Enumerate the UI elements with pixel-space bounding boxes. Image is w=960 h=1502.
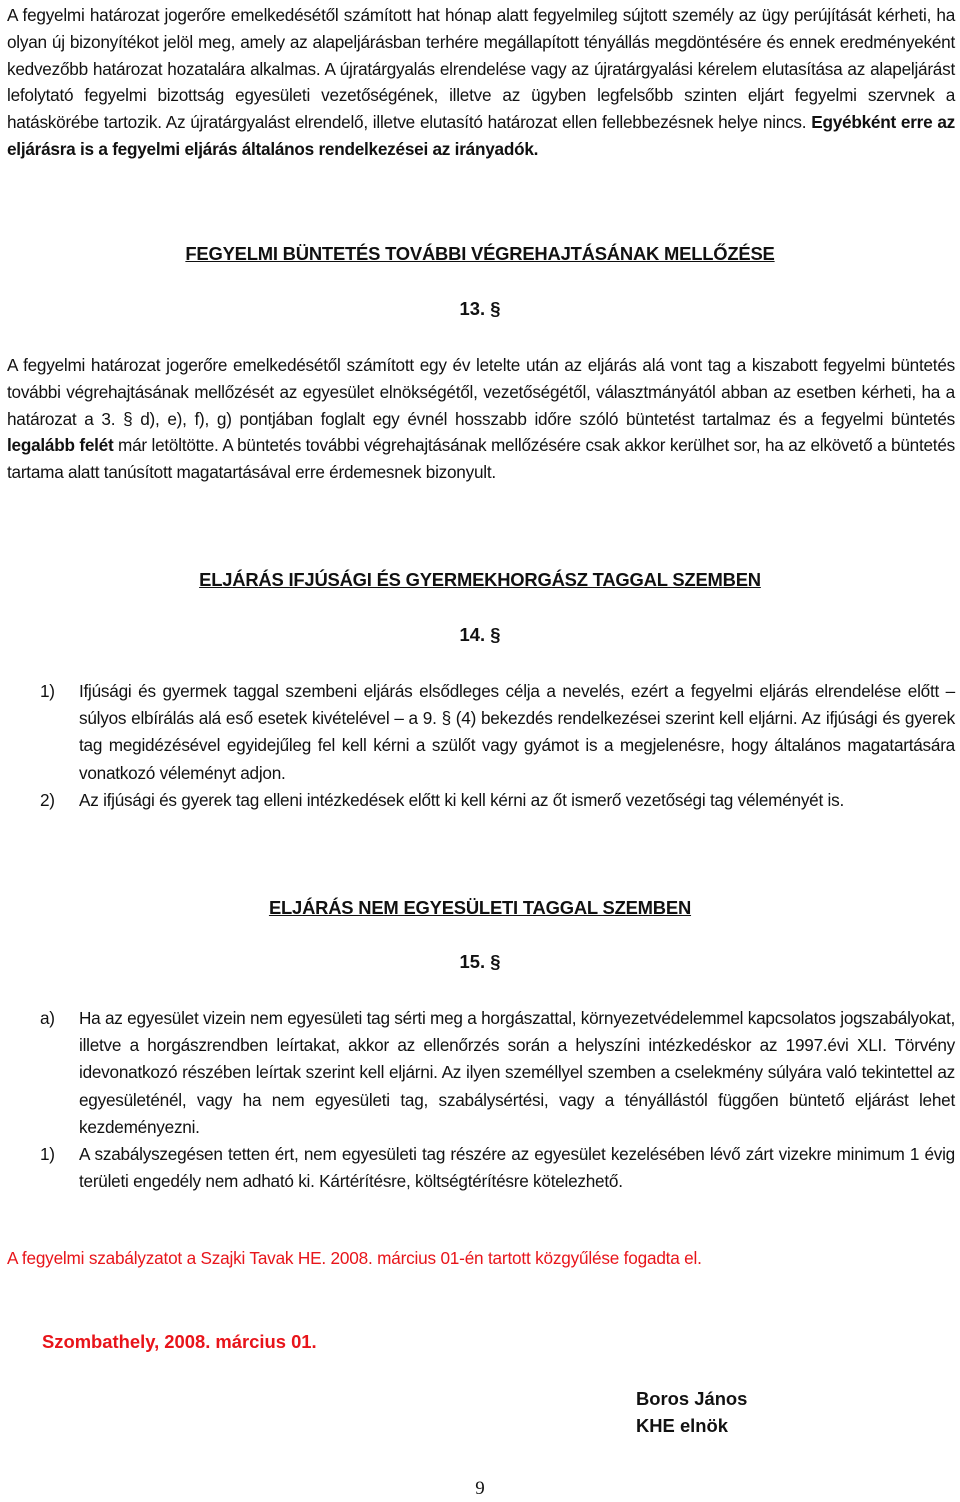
intro-text: A fegyelmi határozat jogerőre emelkedésétől számított hat hónap alatt fegyelmileg sújtott személy az ügy perújítását kérheti, ha olyan új bizonyítékot jelöl meg, amely az alapeljárásban terhére megállapított tényállás megdöntésére és ennek eredményeként kedvezőbb határozat hozatalára alkalmas. A újratárgyalás elrendelése vagy az újratárgyalási kérelem elutasítása az alapeljárást lefolytató fegyelmi bizottság egyesületi vezetőségének, illetve az ügyben legfelsőbb szinten eljárt fegyelmi szervnek a hatáskörébe tartozik. Az újratárgyalást elrendelő, illetve elutasító határozat ellen fellebbezésnek helye nincs. [7,5,955,133]
list-item-marker: 1) [40,681,55,701]
intro-paragraph [7,2,955,163]
section-14-number: 14. § [459,624,501,645]
section-15-heading: ELJÁRÁS NEM EGYESÜLETI TAGGAL SZEMBEN [268,897,692,918]
list-item-marker: 2) [40,789,55,810]
section-13-number: 13. § [459,298,501,319]
signature-block [636,1385,747,1439]
section-13-bold-text: legalább felét [7,435,114,456]
section-13-text-2: már letöltötte. A büntetés további végrehajtásának mellőzésére csak akkor kerülhet sor, ha az elkövető a büntetés tartama alatt tanúsított magatartásával erre érdemesnek bizonyult. [7,435,955,483]
place-and-date: Szombathely, 2008. március 01. [42,1331,317,1352]
list-item [7,1005,955,1141]
section-15-number: 15. § [459,951,501,972]
section-13-text-1: A fegyelmi határozat jogerőre emelkedésétől számított egy év letelte után az eljárás alá vont tag a kiszabott fegyelmi büntetés további végrehajtásának mellőzését az egyesület elnökségétől, vezetőségétől, választmányától abban az esetben kérheti, ha a határozat a 3. § d), e), f), g) pontjában foglalt egy évnél hosszabb időre szóló büntetést tartalmaz és a fegyelmi büntetés [7,355,955,429]
section-13-paragraph [7,352,955,486]
signer-name: Boros János [636,1388,748,1409]
signer-title: KHE elnök [636,1415,728,1436]
list-item [7,787,955,814]
section-14-list [7,678,955,814]
section-13-heading: FEGYELMI BÜNTETÉS TOVÁBBI VÉGREHAJTÁSÁNAK MELLŐZÉSE [185,243,775,264]
intro-bold-text: Egyébként erre az eljárásra is a fegyelmi eljárás általános rendelkezései az irányadók. [7,112,955,159]
list-item-marker: 1) [40,1144,55,1165]
list-item-text: Ha az egyesület vizein nem egyesületi tag sérti meg a horgászattal, környezetvédelemmel kapcsolatos jogszabályokat, illetve a horgászrendben leírtakat, akkor az ellenőrzés során a helyszíni intézkedéskor az 1997.évi XLI. Törvény idevonatkozó részében leírtak szerint kell eljárni. Az ilyen személlyel szemben a cselekmény súlyára való tekintettel az egyesületénél, vagy ha nem egyesületi tag, szabálysértési, vagy a tényállástól függően büntető eljárást lehet kezdeményezni. [79,1008,955,1137]
list-item-text: A szabályszegésen tetten ért, nem egyesületi tag részére az egyesület kezelésében lévő zárt vizekre minimum 1 évig területi engedély nem adható ki. Kártérítésre, költségtérítésre kötelezhető. [79,1144,955,1192]
list-item [7,678,955,787]
adoption-statement: A fegyelmi szabályzatot a Szajki Tavak HE. 2008. március 01-én tartott közgyűlése fogadta el. [7,1248,702,1268]
list-item-text: Az ifjúsági és gyerek tag elleni intézkedések előtt ki kell kérni az őt ismerő vezetőségi tag véleményét is. [79,789,844,810]
section-15-list [7,1005,955,1195]
list-item [7,1141,955,1195]
page-number: 9 [475,1478,485,1499]
list-item-text: Ifjúsági és gyermek taggal szembeni eljárás elsődleges célja a nevelés, ezért a fegyelmi eljárás elrendelése előtt – súlyos elbírálás alá eső esetek kivételével – a 9. § (4) bekezdés rendelkezései szerint kell eljárni. Az ifjúsági és gyerek tag megidézésével egyidejűleg fel kell kérni a szülőt vagy gyámot is a megjelenésre, hogy általános magatartására vonatkozó véleményt adjon. [79,681,955,783]
section-14-heading: ELJÁRÁS IFJÚSÁGI ÉS GYERMEKHORGÁSZ TAGGAL SZEMBEN [199,569,761,590]
list-item-marker: a) [40,1008,55,1028]
